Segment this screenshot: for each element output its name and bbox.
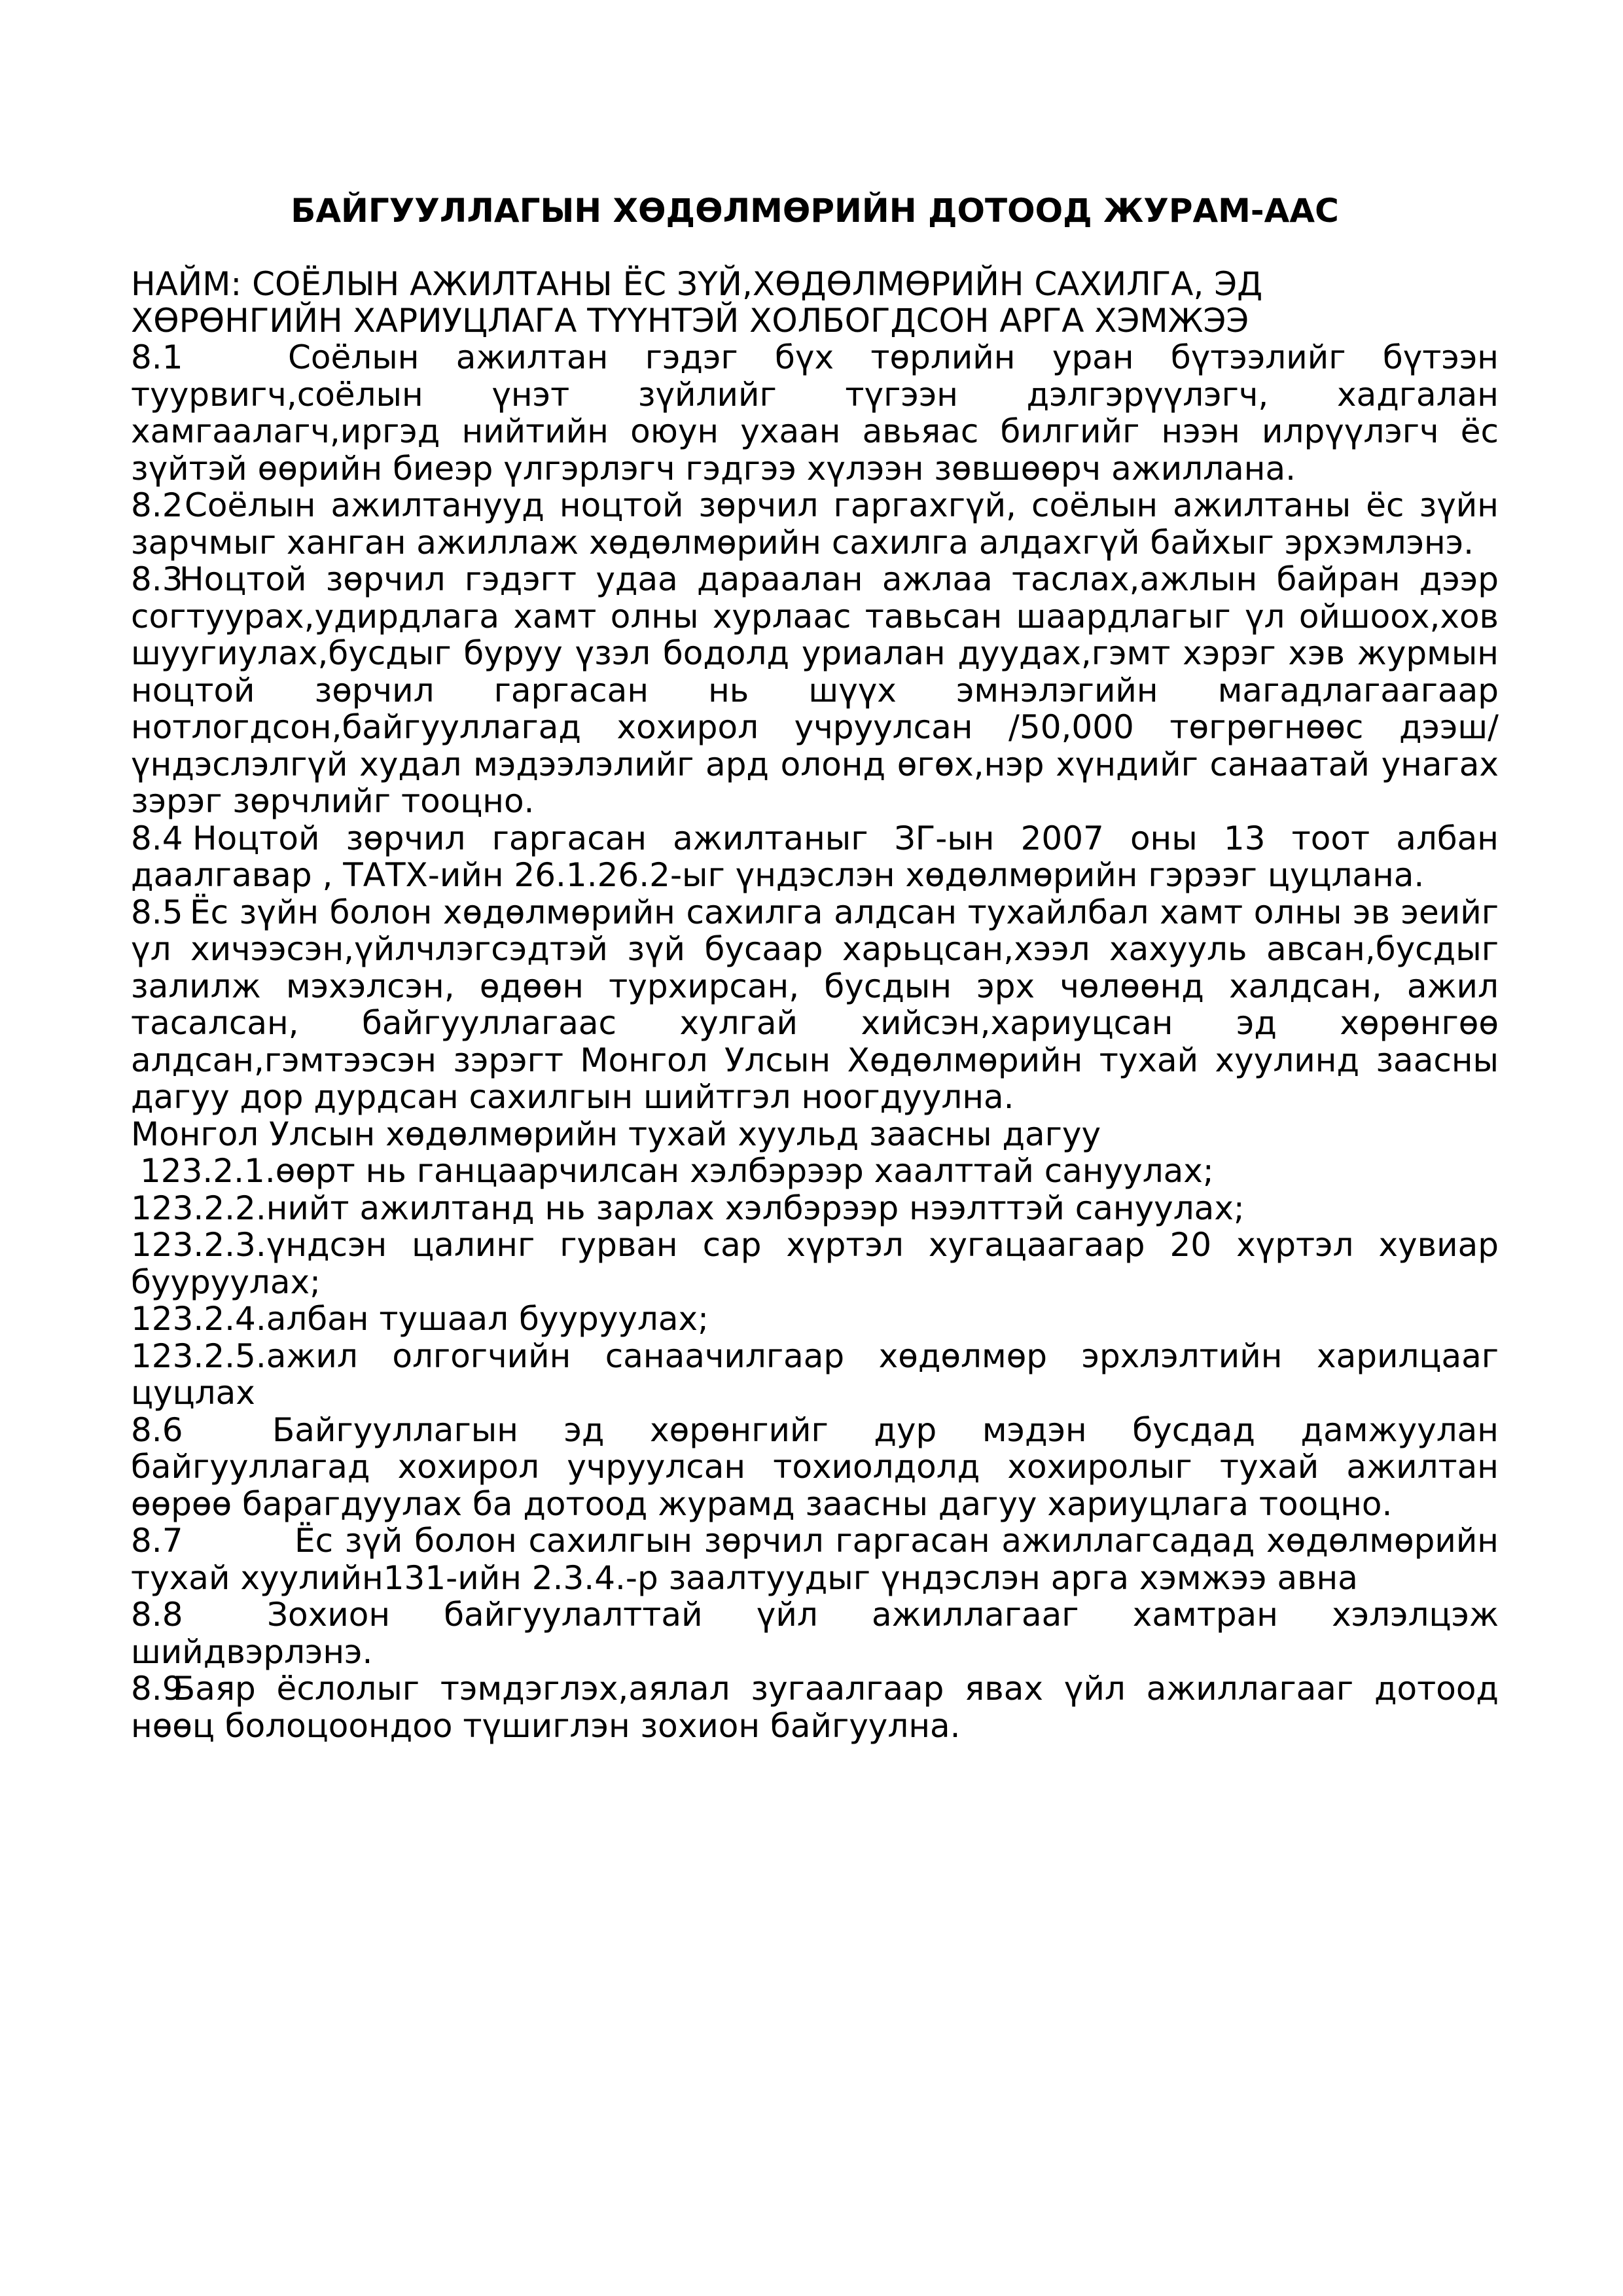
paragraph-text: Байгууллагын эд хөрөнгийг дур мэдэн бусдад дамжуулан байгууллагад хохирол учруулсан тохиолдолд хохиролыг тухай ажилтан өөрөө барагдуулах ба дотоод журамд заасны дагуу хариуцлага тооцно. bbox=[131, 1410, 1499, 1523]
paragraph-8-2 bbox=[131, 487, 1499, 561]
law-clause-123-2-1: 123.2.1.өөрт нь ганцаарчилсан хэлбэрээр хаалттай сануулах; bbox=[140, 1152, 1214, 1190]
paragraph-text: Ноцтой зөрчил гэдэгт удаа дараалан ажлаа таслах,ажлын байран дээр согтуурах,удирдлага хамт олны хурлаас тавьсан шаардлагыг үл ойшоох,хов шуугиулах,бусдыг буруу үзэл бодолд уриалан дуудах,гэмт хэрэг хэв журмын ноцтой зөрчил гаргасан нь шүүх эмнэлэгийн магадлагаагаар нотлогдсон,байгууллагад хохирол учруулсан /50,000 төгрөгнөөс дээш/ үндэслэлгүй худал мэдээлэлийг ард олонд өгөх,нэр хүндийг санаатай унагах зэрэг зөрчлийг тооцно. bbox=[131, 560, 1499, 820]
paragraph-number: 8.5 bbox=[131, 893, 183, 931]
paragraph-number: 8.6 bbox=[131, 1410, 183, 1449]
paragraph-number: 8.9 bbox=[131, 1670, 183, 1708]
paragraph-8-7 bbox=[131, 1522, 1499, 1596]
paragraph-8-5 bbox=[131, 894, 1499, 1116]
paragraph-number: 8.7 bbox=[131, 1522, 183, 1560]
paragraph-8-3 bbox=[131, 561, 1499, 820]
law-clause-123-2-2: 123.2.2.нийт ажилтанд нь зарлах хэлбэрээр нээлттэй сануулах; bbox=[131, 1189, 1245, 1227]
paragraph-number: 8.8 bbox=[131, 1596, 183, 1634]
paragraph-number: 8.1 bbox=[131, 338, 183, 376]
paragraph-text: Ноцтой зөрчил гаргасан ажилтаныг ЗГ-ын 2007 оны 13 тоот албан даалгавар , ТАТХ-ийн 26.1.26.2-ыг үндэслэн хөдөлмөрийн гэрээг цуцлана. bbox=[131, 819, 1499, 894]
paragraph-8-4 bbox=[131, 820, 1499, 894]
paragraph-text: Зохион байгуулалттай үйл ажиллагааг хамтран хэлэлцэж шийдвэрлэнэ. bbox=[131, 1596, 1499, 1671]
document-page bbox=[131, 190, 1499, 1744]
paragraph-number: 8.4 bbox=[131, 819, 183, 857]
paragraph-8-9 bbox=[131, 1670, 1499, 1744]
paragraph-text: Баяр ёслолыг тэмдэглэх,аялал зугаалгаар явах үйл ажиллагааг дотоод нөөц болоцоондоо түшиглэн зохион байгуулна. bbox=[131, 1670, 1499, 1745]
law-clause-123-2-3: 123.2.3.үндсэн цалинг гурван сар хүртэл хугацаагаар 20 хүртэл хувиар бууруулах; bbox=[131, 1226, 1499, 1301]
document-body bbox=[131, 339, 1499, 1744]
law-clause-123-2-5: 123.2.5.ажил олгогчийн санаачилгаар хөдөлмөр эрхлэлтийн харилцааг цуцлах bbox=[131, 1336, 1499, 1412]
paragraph-8-1 bbox=[131, 339, 1499, 487]
paragraph-number: 8.3 bbox=[131, 560, 183, 598]
section-heading-line-1: НАЙМ: СОЁЛЫН АЖИЛТАНЫ ЁС ЗҮЙ,ХӨДӨЛМӨРИЙН САХИЛГА, ЭД bbox=[131, 265, 1263, 303]
section-heading bbox=[131, 266, 1499, 339]
paragraph-text: Соёлын ажилтан гэдэг бүх төрлийн уран бүтээлийг бүтээн туурвигч,соёлын үнэт зүйлийг түгээн дэлгэрүүлэгч, хадгалан хамгаалагч,иргэд нийтийн оюун ухаан авьяас билгийг нээн илрүүлэгч ёс зүйтэй өөрийн биеэр үлгэрлэгч гэдгээ хүлээн зөвшөөрч ажиллана. bbox=[131, 338, 1499, 488]
law-clause-123-2-4: 123.2.4.албан тушаал бууруулах; bbox=[131, 1300, 709, 1338]
document-title: БАЙГУУЛЛАГЫН ХӨДӨЛМӨРИЙН ДОТООД ЖУРАМ-ААС bbox=[291, 192, 1339, 230]
paragraph-8-8 bbox=[131, 1596, 1499, 1670]
law-intro: Монгол Улсын хөдөлмөрийн тухай хуульд заасны дагуу bbox=[131, 1115, 1101, 1153]
paragraph-8-6 bbox=[131, 1412, 1499, 1523]
paragraph-text: Ёс зүйн болон хөдөлмөрийн сахилга алдсан тухайлбал хамт олны эв эеийг үл хичээсэн,үйлчлэгсэдтэй зүй бусаар харьцсан,хээл хахууль авсан,бусдыг залилж мэхэлсэн, өдөөн турхирсан, бусдын эрх чөлөөнд халдсан, ажил тасалсан, байгууллагаас хулгай хийсэн,хариуцсан эд хөрөнгөө алдсан,гэмтээсэн зэрэгт Монгол Улсын Хөдөлмөрийн тухай хуулинд заасны дагуу дор дурдсан сахилгын шийтгэл ноогдуулна. bbox=[131, 893, 1499, 1116]
section-heading-line-2: ХӨРӨНГИЙН ХАРИУЦЛАГА ТҮҮНТЭЙ ХОЛБОГДСОН АРГА ХЭМЖЭЭ bbox=[131, 302, 1249, 340]
paragraph-number: 8.2 bbox=[131, 486, 183, 524]
paragraph-text: Соёлын ажилтанууд ноцтой зөрчил гаргахгүй, соёлын ажилтаны ёс зүйн зарчмыг ханган ажиллаж хөдөлмөрийн сахилга алдахгүй байхыг эрхэмлэнэ. bbox=[131, 486, 1499, 562]
paragraph-text: Ёс зүй болон сахилгын зөрчил гаргасан ажиллагсадад хөдөлмөрийн тухай хуулийн131-ийн 2.3.4.-р заалтуудыг үндэслэн арга хэмжээ авна bbox=[131, 1522, 1499, 1597]
